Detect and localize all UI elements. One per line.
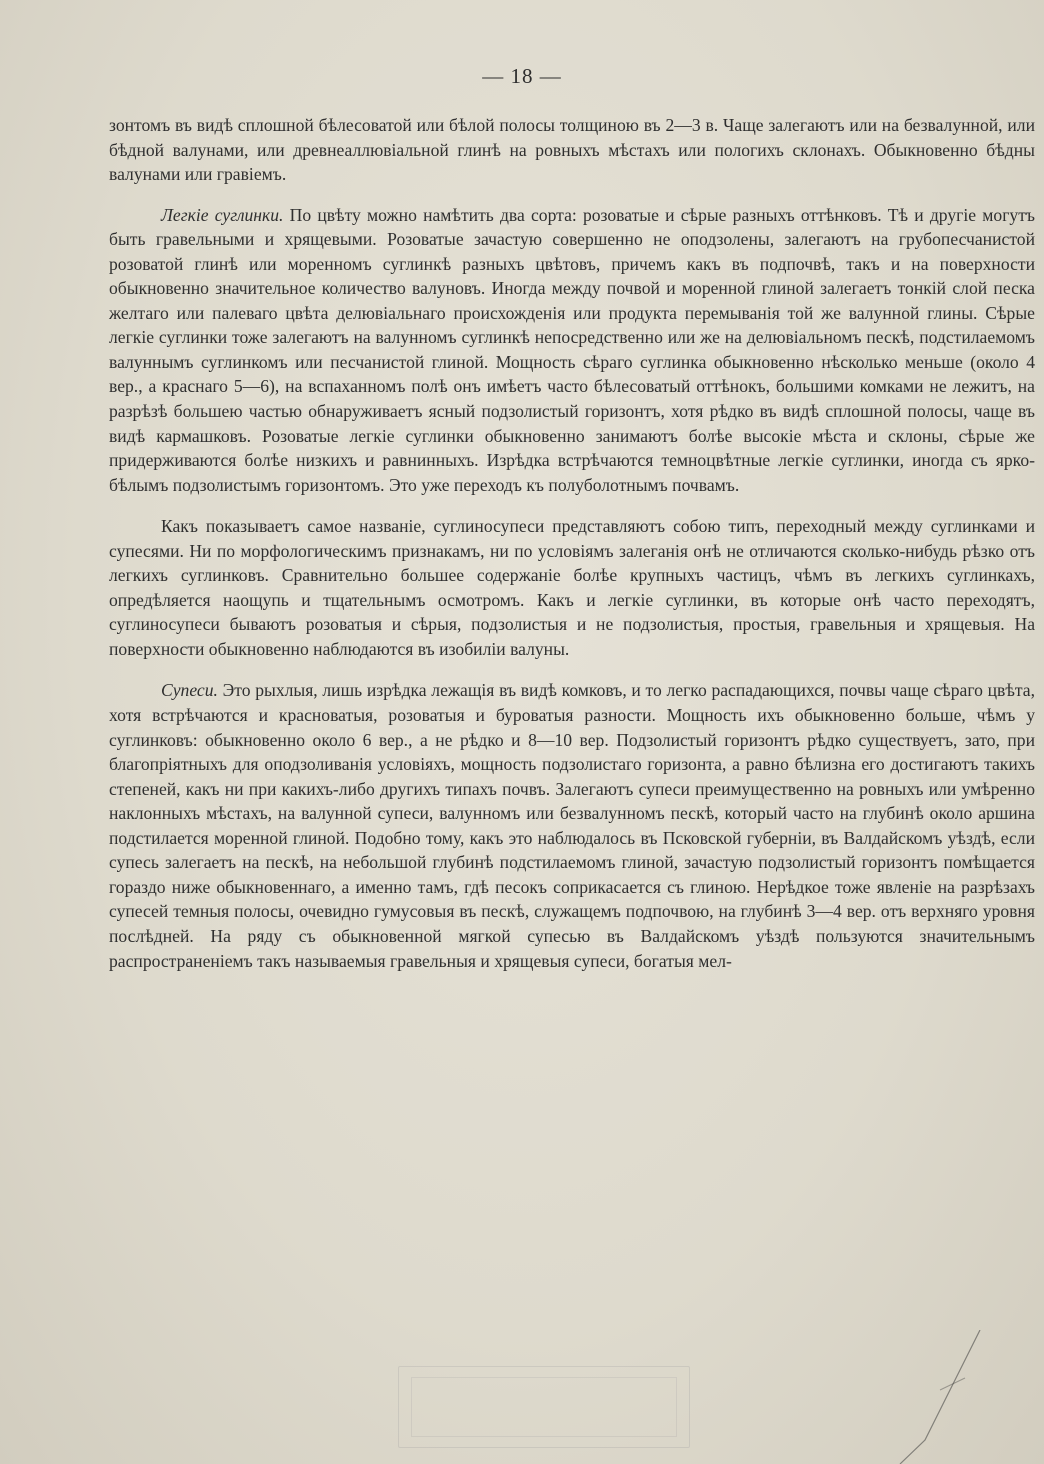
paragraph-text: Это рыхлыя, лишь изрѣдка лежащія въ видѣ комковъ, и то легко распадающихся, почвы чаще сѣраго цвѣта, хотя встрѣчаются и красноватыя, розоватыя и буроватыя разности. Мощность ихъ обыкновенно больше, чѣмъ у суглинковъ: обыкновенно около 6 вер., а не рѣдко и 8—10 вер. Подзолистый горизонтъ рѣдко существуетъ, зато, при благопріятныхъ для оподзоливанія условіяхъ, мощность подзолистаго горизонта, а равно бѣлизна его достигаютъ такихъ степеней, какъ ни при какихъ-либо другихъ типахъ почвъ. Залегаютъ супеси преимущественно на ровныхъ или умѣренно наклонныхъ мѣстахъ, на валунной супеси, валунномъ или безвалунномъ пескѣ, который часто на глубинѣ около аршина подстилается моренной глиной. Подобно тому, какъ это наблюдалось въ Псковской губерніи, въ Валдайскомъ уѣздѣ, если супесь залегаетъ на пескѣ, на небольшой глубинѣ подстилаемомъ глиной, зачастую подзолистый горизонтъ помѣщается гораздо ниже обыкновеннаго, а именно тамъ, гдѣ песокъ соприкасается съ глиною. Нерѣдкое тоже явленіе на разрѣзахъ супесей темныя полосы, очевидно гумусовыя въ пескѣ, служащемъ подпочвою, на глубинѣ 3—4 вер. отъ верхняго уровня послѣдней. На ряду съ обыкновенной мягкой супесью въ Валдайскомъ уѣздѣ пользуются значительнымъ распространеніемъ такъ называемыя гравельныя и хрящевыя супеси, богатыя мел- bbox=[109, 680, 1035, 971]
paragraph-sandy-loams bbox=[109, 678, 1035, 973]
page-number: — 18 — bbox=[482, 64, 562, 88]
library-stamp-faint bbox=[398, 1366, 690, 1448]
paragraph-light-loams bbox=[109, 203, 1035, 498]
library-stamp-inner-border bbox=[411, 1377, 677, 1437]
paragraph-text: По цвѣту можно намѣтить два сорта: розоватые и сѣрые разныхъ оттѣнковъ. Тѣ и другіе могутъ быть гравельными и хрящевыми. Розоватые зачастую совершенно не оподзолены, залегаютъ на грубопесчанистой розоватой глинѣ или моренномъ суглинкѣ разныхъ цвѣтовъ, причемъ какъ въ подпочвѣ, такъ и на поверхности обыкновенно значительное количество валуновъ. Иногда между почвой и моренной глиной залегаетъ тонкій слой песка желтаго или палеваго цвѣта делювіальнаго происхожденія или продукта перемыванія той же валунной глины. Сѣрые легкіе суглинки тоже залегаютъ на валунномъ суглинкѣ непосредственно или же на делювіальномъ пескѣ, подстилаемомъ валуннымъ суглинкомъ или песчанистой глиной. Мощность сѣраго суглинка обыкновенно нѣсколько меньше (около 4 вер., а краснаго 5—6), на вспаханномъ полѣ онъ имѣетъ часто бѣлесоватый оттѣнокъ, большими комками не лежитъ, на разрѣзѣ большею частью обнаруживаетъ ясный подзолистый горизонтъ, хотя рѣдко въ видѣ сплошной полосы, чаще въ видѣ кармашковъ. Розоватые легкіе суглинки обыкновенно занимаютъ болѣе высокіе мѣста и склоны, сѣрые же придерживаются болѣе низкихъ и равнинныхъ. Изрѣдка встрѣчаются темноцвѣтные легкіе суглинки, иногда съ ярко-бѣлымъ подзолистымъ горизонтомъ. Это уже переходъ къ полуболотнымъ почвамъ. bbox=[109, 204, 1035, 495]
body-text bbox=[109, 113, 1035, 973]
paragraph-lead-heading: Легкіе суглинки. bbox=[161, 204, 284, 225]
paper-scratch-mark bbox=[880, 1330, 1000, 1464]
paragraph-text: зонтомъ въ видѣ сплошной бѣлесоватой или бѣлой полосы толщиною въ 2—3 в. Чаще залегаютъ или на безвалунной, или бѣдной валунами, или древнеаллювіальной глинѣ на ровныхъ мѣстахъ или пологихъ склонахъ. Обыкновенно бѣдны валунами или гравіемъ. bbox=[109, 115, 1035, 185]
paragraph-text: Какъ показываетъ самое названіе, суглиносупеси представляютъ собою типъ, переходный между суглинками и супесями. Ни по морфологическимъ признакамъ, ни по условіямъ залеганія онѣ не отличаются сколько-нибудь рѣзко отъ легкихъ суглинковъ. Сравнительно большее содержаніе болѣе крупныхъ частицъ, чѣмъ въ легкихъ суглинкахъ, опредѣляется наощупь и тщательнымъ осмотромъ. Какъ и легкіе суглинки, въ которые онѣ часто переходятъ, суглиносупеси бываютъ розоватыя и сѣрыя, подзолистыя и не подзолистыя, простыя, гравельныя и хрящевыя. На поверхности обыкновенно наблюдаются въ изобиліи валуны. bbox=[109, 516, 1035, 659]
paragraph-continuation bbox=[109, 113, 1035, 187]
paragraph-loamy-sands bbox=[109, 514, 1035, 661]
paragraph-lead-heading: Супеси. bbox=[161, 680, 218, 701]
